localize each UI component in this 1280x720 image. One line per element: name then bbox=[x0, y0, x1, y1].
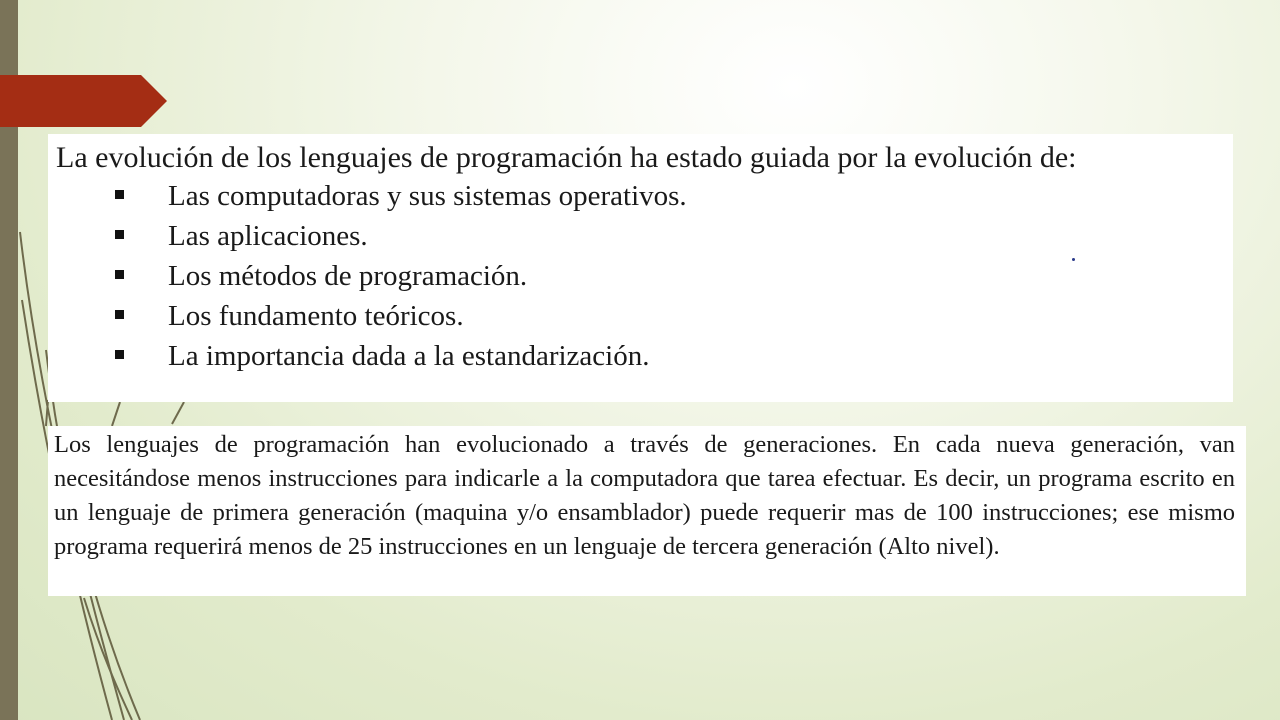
evolution-text-panel bbox=[48, 134, 1233, 402]
square-bullet-icon bbox=[115, 230, 124, 239]
factor-text: Los métodos de programación. bbox=[168, 260, 528, 292]
square-bullet-icon bbox=[115, 310, 124, 319]
square-bullet-icon bbox=[115, 270, 124, 279]
generations-paragraph: Los lenguajes de programación han evolucionado a través de generaciones. En cada nueva generación, van necesitándose menos instrucciones para indicarle a la computadora que tarea efectuar. Es decir, un programa escrito en un lenguaje de primera generación (maquina y/o ensamblador) puede requerir mas de 100 instrucciones; ese mismo programa requerirá menos de 25 instrucciones en un lenguaje de tercera generación (Alto nivel). bbox=[54, 431, 1235, 560]
factor-text: Los fundamento teóricos. bbox=[168, 300, 464, 332]
evolution-intro: La evolución de los lenguajes de programación ha estado guiada por la evolución de: bbox=[56, 141, 1077, 174]
title-marker-tab bbox=[0, 75, 167, 127]
square-bullet-icon bbox=[115, 190, 124, 199]
factor-text: Las computadoras y sus sistemas operativos. bbox=[168, 180, 687, 212]
square-bullet-icon bbox=[115, 350, 124, 359]
factor-text: Las aplicaciones. bbox=[168, 220, 368, 252]
stray-dot bbox=[1072, 258, 1075, 261]
generations-text-panel bbox=[48, 426, 1246, 596]
factor-text: La importancia dada a la estandarización. bbox=[168, 340, 650, 372]
